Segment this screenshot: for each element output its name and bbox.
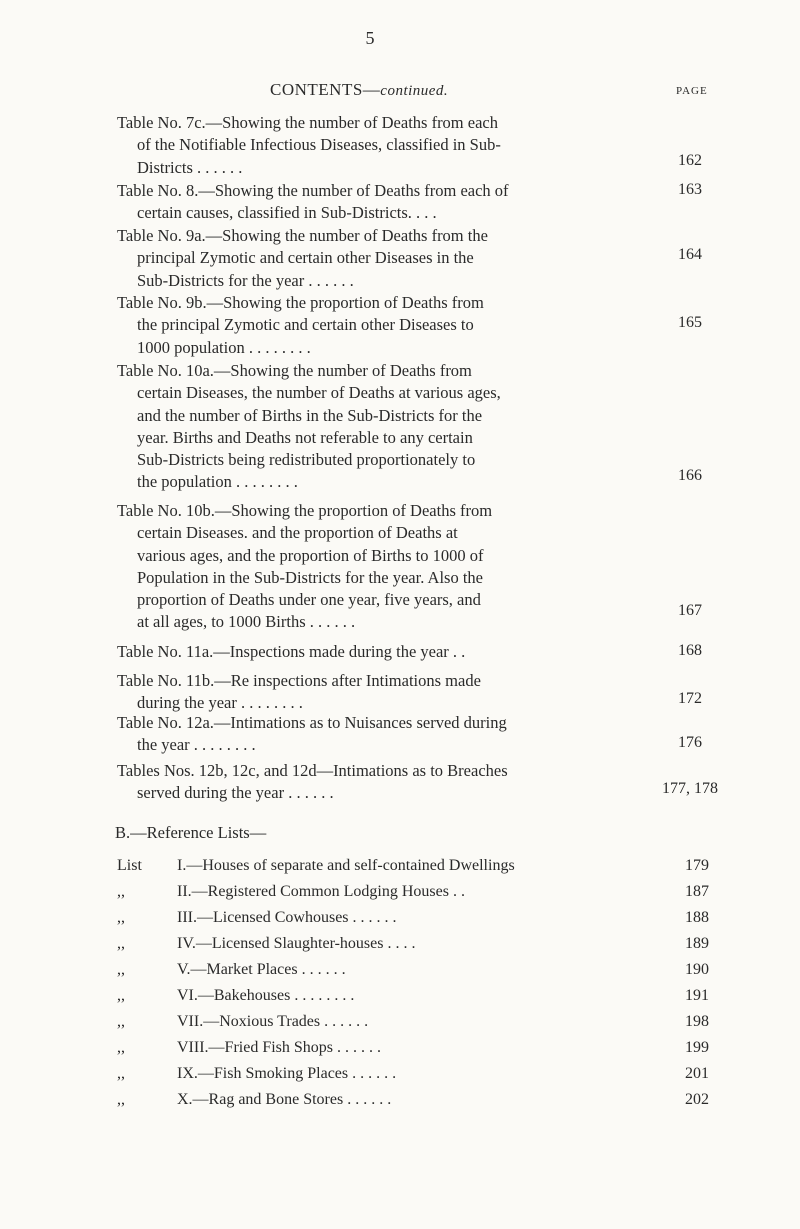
reference-list-row [117,909,737,933]
entry-page-number: 163 [678,181,702,198]
list-page-number: 179 [685,857,709,874]
reference-list-row [117,1065,737,1089]
contents-entry [117,360,637,494]
list-title: II.—Registered Common Lodging Houses . . [177,883,465,900]
list-label: ,, [117,1039,125,1056]
entry-line: certain Diseases. and the proportion of Deaths at [137,523,458,543]
entry-line: principal Zymotic and certain other Diseases in the [137,248,474,268]
entry-line: certain causes, classified in Sub-Districts. . . . [137,203,437,223]
contents-entry [117,760,637,805]
contents-entry [117,292,637,359]
entry-line: Sub-Districts for the year . . . . . . [137,270,354,290]
contents-entry [117,180,637,225]
list-label: ,, [117,1013,125,1030]
entry-line: 1000 population . . . . . . . . [137,337,311,357]
entry-line: year. Births and Deaths not referable to any certain [137,427,473,447]
reference-list-row [117,961,737,985]
entry-line: Population in the Sub-Districts for the year. Also the [137,567,484,587]
entry-line: at all ages, to 1000 Births . . . . . . [137,612,356,632]
list-label: ,, [117,1065,125,1082]
list-title: III.—Licensed Cowhouses . . . . . . [177,909,397,926]
entry-page-number: 165 [678,314,702,331]
reference-list-row [117,857,737,881]
page-number: 5 [365,28,375,48]
reference-list-row [117,1039,737,1063]
entry-line: Table No. 7c.—Showing the number of Deaths from each [117,113,498,132]
list-label: ,, [117,1091,125,1108]
entry-line: Table No. 10b.—Showing the proportion of Deaths from [117,501,493,520]
entry-page-number: 166 [678,467,702,484]
entry-line: the population . . . . . . . . [137,472,298,492]
list-title: V.—Market Places . . . . . . [177,961,346,978]
entry-line: proportion of Deaths under one year, five years, and [137,590,481,610]
list-title: IV.—Licensed Slaughter-houses . . . . [177,935,416,952]
list-label: ,, [117,883,125,900]
list-page-number: 199 [685,1039,709,1056]
entry-line: Table No. 10a.—Showing the number of Deaths from [117,361,472,380]
reference-list-row [117,883,737,907]
reference-lists-heading: B.—Reference Lists— [115,823,267,842]
contents-entry [117,112,637,179]
contents-entry [117,225,637,292]
entry-line: the principal Zymotic and certain other Diseases to [137,315,474,335]
entry-page-number: 172 [678,690,702,707]
reference-list-row [117,935,737,959]
list-page-number: 198 [685,1013,709,1030]
entry-page-number: 177, 178 [662,780,718,797]
list-title: VI.—Bakehouses . . . . . . . . [177,987,355,1004]
list-page-number: 201 [685,1065,709,1082]
entry-line: served during the year . . . . . . [137,783,334,803]
entry-line: Table No. 9a.—Showing the number of Deaths from the [117,226,488,245]
page-title [270,80,448,100]
entry-line: Sub-Districts being redistributed proportionately to [137,450,476,470]
contents-entry [117,641,637,663]
entry-line: and the number of Births in the Sub-Districts for the [137,405,483,425]
entry-line: Table No. 12a.—Intimations as to Nuisances served during [117,713,507,732]
heading-continued: continued. [380,83,449,99]
entry-line: Table No. 11b.—Re inspections after Intimations made [117,671,481,690]
list-title: IX.—Fish Smoking Places . . . . . . [177,1065,397,1082]
entry-line: Table No. 8.—Showing the number of Deaths from each of [117,181,509,200]
reference-list-row [117,1091,737,1115]
entry-line: various ages, and the proportion of Births to 1000 of [137,545,484,565]
list-page-number: 202 [685,1091,709,1108]
reference-list-row [117,987,737,1011]
contents-entry [117,670,637,715]
list-label: ,, [117,961,125,978]
entry-line: certain Diseases, the number of Deaths at various ages, [137,383,501,403]
contents-entry [117,500,637,634]
entry-page-number: 168 [678,642,702,659]
entry-line: Districts . . . . . . [137,157,243,177]
list-page-number: 190 [685,961,709,978]
list-label: List [117,857,142,874]
list-title: X.—Rag and Bone Stores . . . . . . [177,1091,392,1108]
list-page-number: 188 [685,909,709,926]
list-title: VII.—Noxious Trades . . . . . . [177,1013,369,1030]
entry-page-number: 164 [678,246,702,263]
list-title: VIII.—Fried Fish Shops . . . . . . [177,1039,382,1056]
page-column-label: PAGE [676,85,708,97]
entry-line: Table No. 9b.—Showing the proportion of Deaths from [117,293,484,312]
list-label: ,, [117,909,125,926]
entry-line: of the Notifiable Infectious Diseases, classified in Sub- [137,135,501,155]
entry-page-number: 167 [678,602,702,619]
list-page-number: 191 [685,987,709,1004]
entry-line: Tables Nos. 12b, 12c, and 12d—Intimations as to Breaches [117,761,508,780]
list-page-number: 187 [685,883,709,900]
list-title: I.—Houses of separate and self-contained Dwellings [177,857,515,874]
entry-page-number: 176 [678,734,702,751]
list-label: ,, [117,987,125,1004]
entry-line: Table No. 11a.—Inspections made during the year . . [117,642,466,661]
entry-line: during the year . . . . . . . . [137,693,303,713]
reference-list-row [117,1013,737,1037]
heading-main: CONTENTS— [270,80,381,99]
list-page-number: 189 [685,935,709,952]
entry-line: the year . . . . . . . . [137,735,256,755]
list-label: ,, [117,935,125,952]
contents-entry [117,712,637,757]
entry-page-number: 162 [678,152,702,169]
